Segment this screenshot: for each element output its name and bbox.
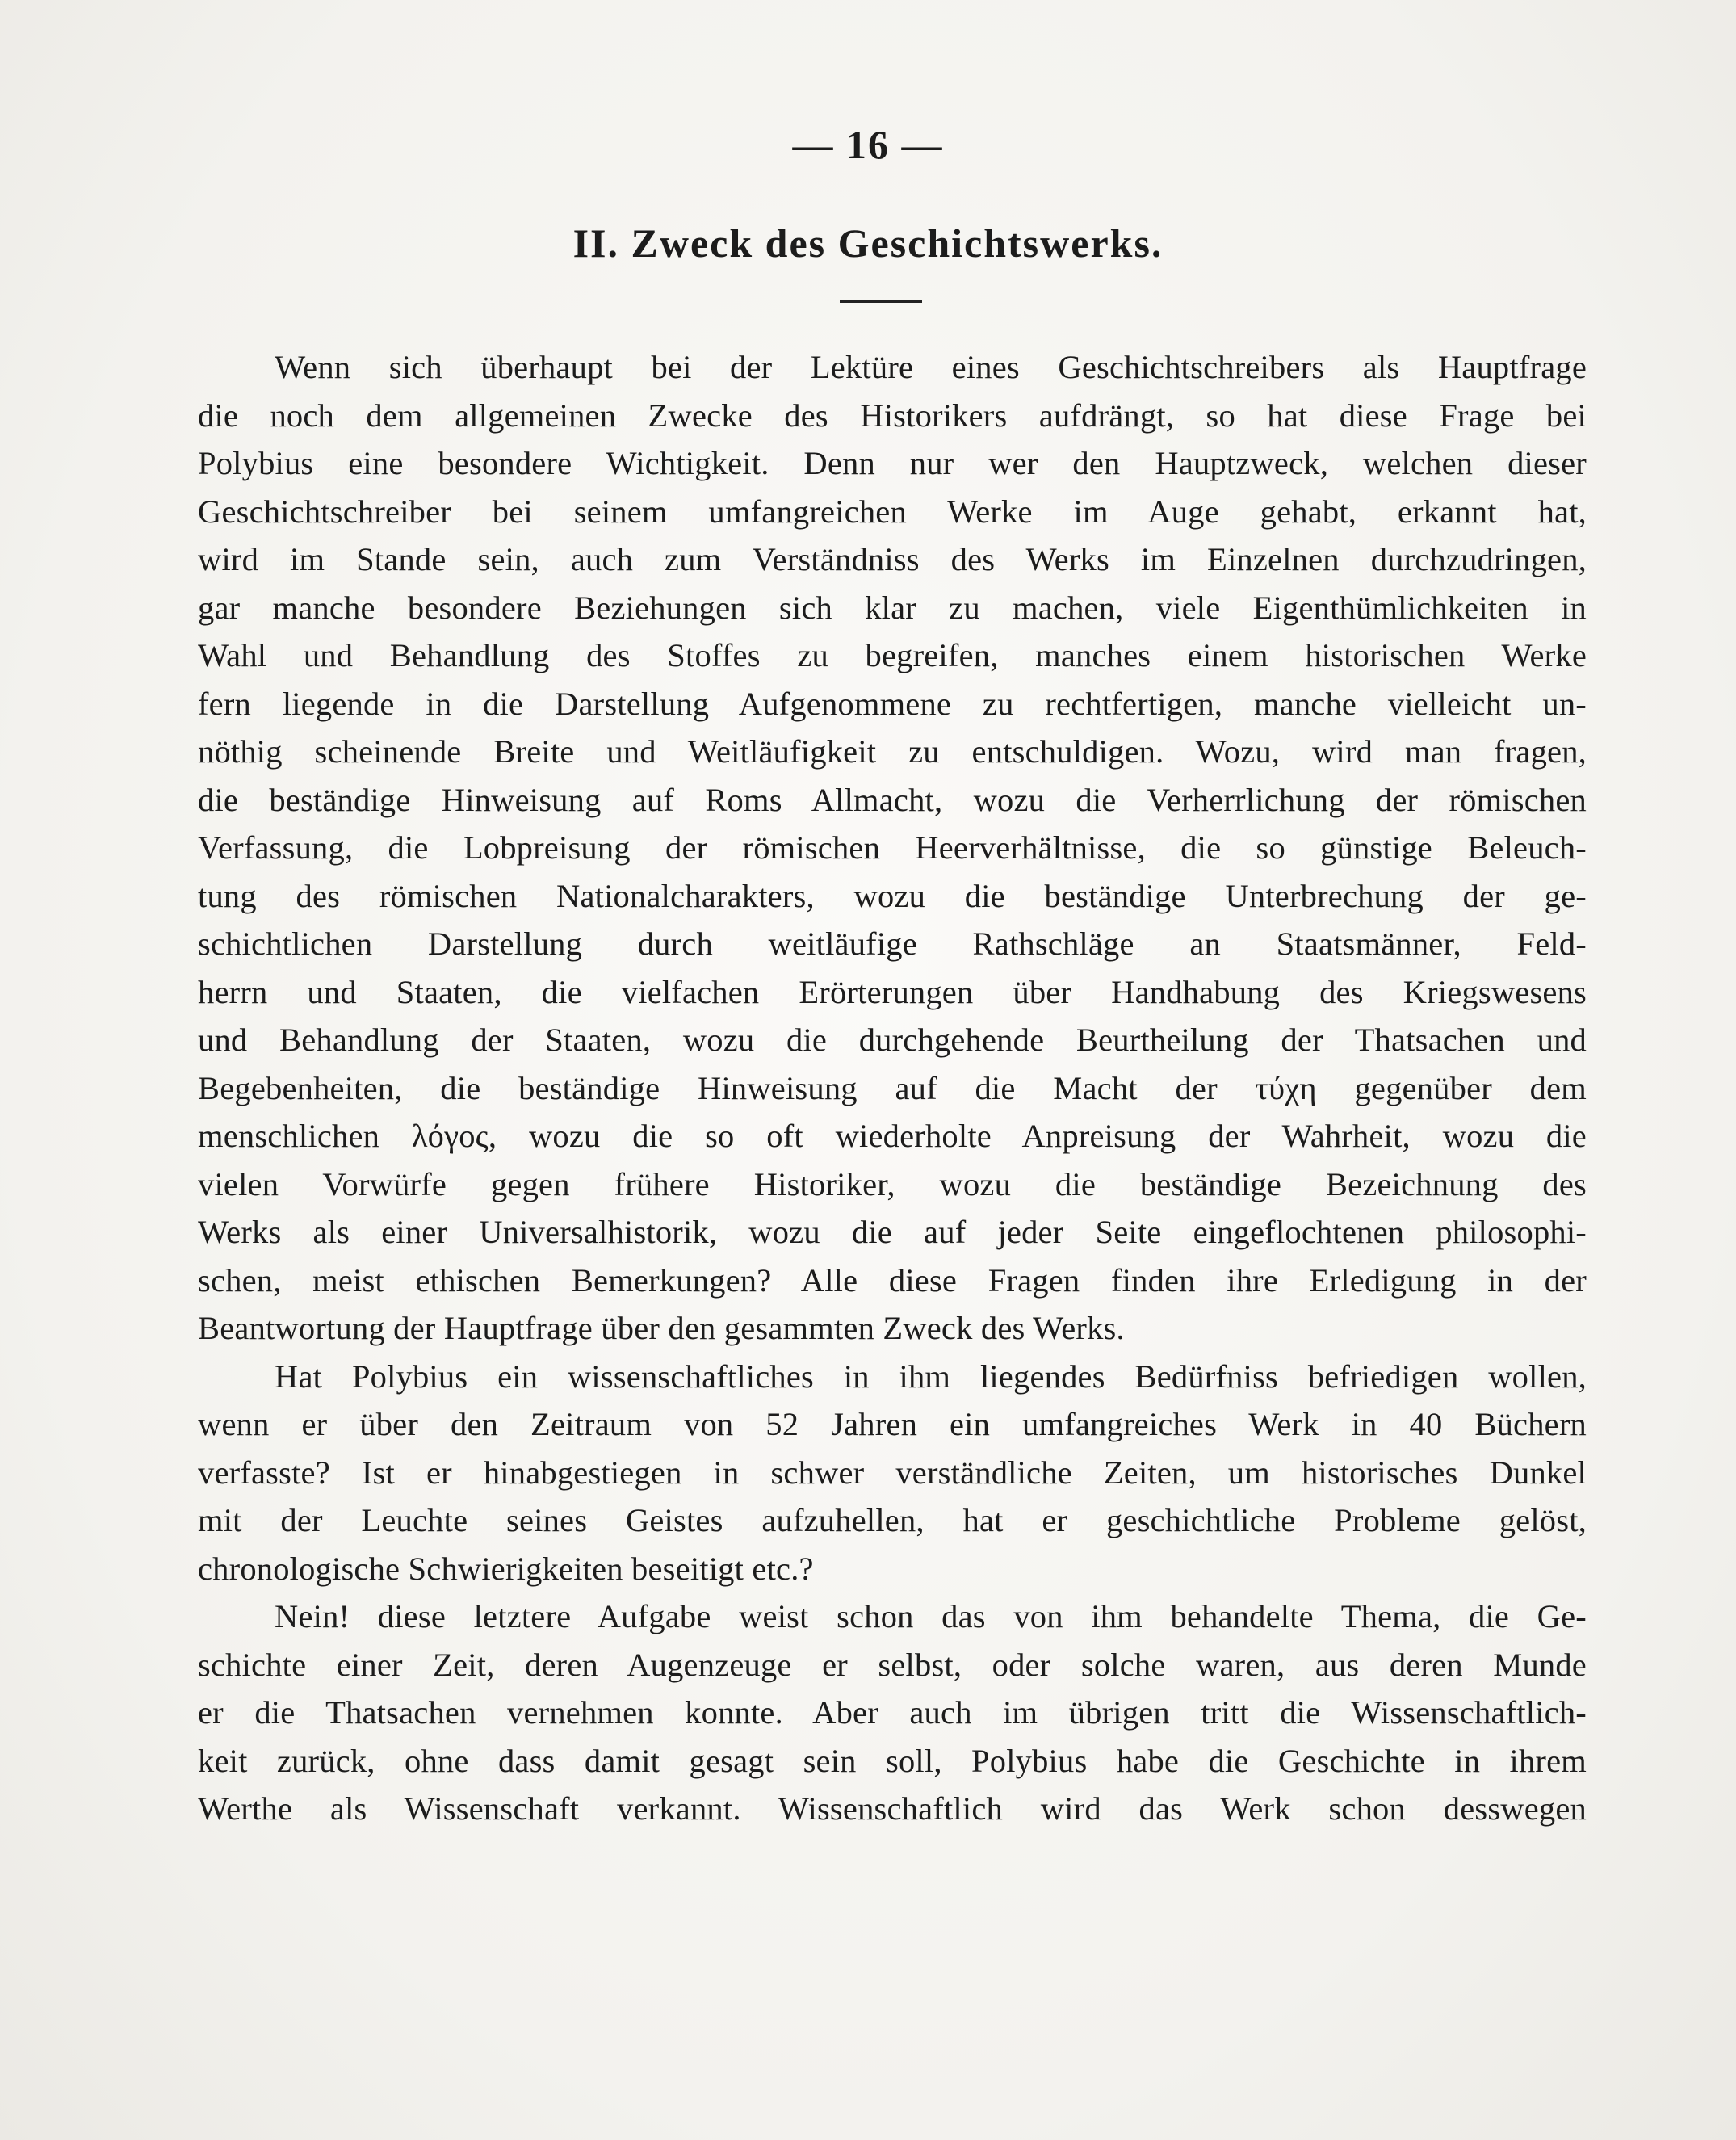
text-line: Hat Polybius ein wissenschaftliches in ihm liegendes Bedürfniss befriedigen wollen,	[275, 1357, 1587, 1395]
text-line: Werthe als Wissenschaft verkannt. Wissenschaftlich wird das Werk schon desswegen	[198, 1790, 1587, 1827]
text-line: keit zurück, ohne dass damit gesagt sein soll, Polybius habe die Geschichte in ihrem	[198, 1742, 1587, 1779]
page-number: — 16 —	[792, 122, 944, 167]
text-line: und Behandlung der Staaten, wozu die durchgehende Beurtheilung der Thatsachen und	[198, 1022, 1587, 1058]
text-line: wird im Stande sein, auch zum Verständniss des Werks im Einzelnen durchzudringen,	[198, 541, 1587, 577]
text-line: Beantwortung der Hauptfrage über den gesammten Zweck des Werks.	[198, 1310, 1125, 1346]
body-text	[198, 343, 1587, 1833]
text-line: er die Thatsachen vernehmen konnte. Aber auch im übrigen tritt die Wissenschaftlich-	[198, 1694, 1587, 1731]
text-line: Wahl und Behandlung des Stoffes zu begreifen, manches einem historischen Werke	[198, 637, 1587, 673]
text-line: nöthig scheinende Breite und Weitläufigkeit zu entschuldigen. Wozu, wird man fragen,	[198, 733, 1587, 770]
heading-rule	[840, 300, 922, 303]
text-line: chronologische Schwierigkeiten beseitigt etc.?	[198, 1550, 814, 1587]
text-line: tung des römischen Nationalcharakters, wozu die beständige Unterbrechung der ge-	[198, 877, 1587, 914]
text-line: mit der Leuchte seines Geistes aufzuhellen, hat er geschichtliche Probleme gelöst,	[198, 1502, 1587, 1538]
text-line: die noch dem allgemeinen Zwecke des Historikers aufdrängt, so hat diese Frage bei	[198, 397, 1587, 434]
text-line: schen, meist ethischen Bemerkungen? Alle diese Fragen finden ihre Erledigung in der	[198, 1261, 1587, 1299]
text-line: herrn und Staaten, die vielfachen Erörterungen über Handhabung des Kriegswesens	[198, 973, 1587, 1010]
text-line: menschlichen λόγος, wozu die so oft wiederholte Anpreisung der Wahrheit, wozu die	[198, 1118, 1587, 1154]
text-line: fern liegende in die Darstellung Aufgenommene zu rechtfertigen, manche vielleicht un-	[198, 685, 1587, 722]
text-line: Geschichtschreiber bei seinem umfangreichen Werke im Auge gehabt, erkannt hat,	[198, 493, 1587, 530]
text-line: gar manche besondere Beziehungen sich klar zu machen, viele Eigenthümlichkeiten in	[198, 589, 1587, 626]
text-line: Werks als einer Universalhistorik, wozu die auf jeder Seite eingeflochtenen philosophi-	[198, 1214, 1587, 1250]
section-heading: II. Zweck des Geschichtswerks.	[572, 220, 1164, 266]
text-line: die beständige Hinweisung auf Roms Allmacht, wozu die Verherrlichung der römischen	[198, 781, 1587, 818]
paragraph-2	[198, 1353, 1587, 1593]
text-line: wenn er über den Zeitraum von 52 Jahren ein umfangreiches Werk in 40 Büchern	[198, 1406, 1587, 1442]
text-line: schichte einer Zeit, deren Augenzeuge er selbst, oder solche waren, aus deren Munde	[198, 1646, 1587, 1683]
text-line: Wenn sich überhaupt bei der Lektüre eines Geschichtschreibers als Hauptfrage	[275, 349, 1587, 385]
text-line: Begebenheiten, die beständige Hinweisung auf die Macht der τύχη gegenüber dem	[198, 1069, 1587, 1106]
paragraph-3	[198, 1592, 1587, 1833]
text-line: Polybius eine besondere Wichtigkeit. Denn nur wer den Hauptzweck, welchen dieser	[198, 445, 1587, 481]
text-line: vielen Vorwürfe gegen frühere Historiker, wozu die beständige Bezeichnung des	[198, 1165, 1587, 1202]
text-line: Verfassung, die Lobpreisung der römischen Heerverhältnisse, die so günstige Beleuch-	[198, 829, 1587, 866]
text-line: verfasste? Ist er hinabgestiegen in schwer verständliche Zeiten, um historisches Dunkel	[198, 1454, 1587, 1491]
text-line: schichtlichen Darstellung durch weitläufige Rathschläge an Staatsmänner, Feld-	[198, 925, 1587, 962]
paragraph-1	[198, 343, 1587, 1353]
text-line: Nein! diese letztere Aufgabe weist schon das von ihm behandelte Thema, die Ge-	[275, 1598, 1587, 1634]
